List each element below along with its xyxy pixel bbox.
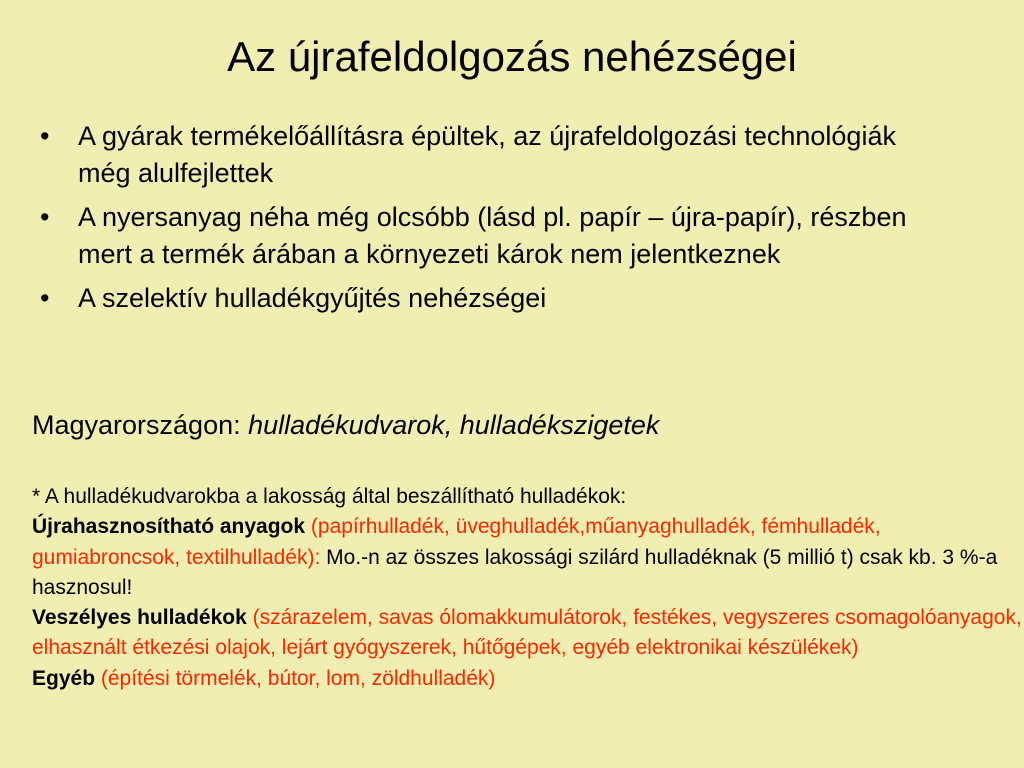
- recyclable-note: Mo.-n az összes lakossági szilárd hulladéknak (5 millió t) csak kb. 3 %-a hasznosul!: [32, 545, 998, 599]
- bullet-dot-icon: •: [40, 121, 50, 151]
- hungary-examples: hulladékudvarok, hulladékszigetek: [248, 410, 660, 440]
- recyclable-label: Újrahasznosítható anyagok: [32, 515, 306, 539]
- waste-details: [32, 482, 1022, 694]
- hazardous-paragraph: [32, 603, 1022, 664]
- bullet-item-3: [40, 280, 940, 317]
- hungary-label: Magyarországon:: [32, 410, 249, 440]
- bullet-text-2: A nyersanyag néha még olcsóbb (lásd pl. papír – újra-papír), részben mert a termék árában a környezeti károk nem jelentkeznek: [78, 202, 907, 269]
- bullet-text-3: A szelektív hulladékgyűjtés nehézségei: [78, 283, 547, 313]
- bullet-dot-icon: •: [40, 283, 50, 313]
- hungary-line: [32, 407, 659, 444]
- bullet-list: [40, 118, 940, 324]
- bullet-text-1: A gyárak termékelőállításra épültek, az újrafeldolgozási technológiák még alulfejlettek: [78, 121, 896, 188]
- hazardous-items: (szárazelem, savas ólomakkumulátorok, festékes, vegyszeres csomagolóanyagok, elhasznált étkezési olajok, lejárt gyógyszerek, hűtőgépek, egyéb elektronikai készülékek): [32, 606, 1022, 660]
- other-items: (építési törmelék, bútor, lom, zöldhulladék): [95, 666, 496, 690]
- recyclable-paragraph: [32, 512, 1022, 603]
- bullet-item-1: [40, 118, 940, 192]
- other-label: Egyéb: [32, 666, 96, 690]
- bullet-dot-icon: •: [40, 202, 50, 232]
- other-paragraph: [32, 664, 1022, 694]
- slide-title: Az újrafeldolgozás nehézségei: [227, 33, 797, 80]
- bullet-item-2: [40, 199, 940, 273]
- hazardous-label: Veszélyes hulladékok: [32, 606, 247, 630]
- recyclable-items: (papírhulladék, üveghulladék,műanyaghulladék, fémhulladék, gumiabroncsok, textilhulladék):: [32, 515, 881, 569]
- details-intro: * A hulladékudvarokba a lakosság által beszállítható hulladékok:: [32, 485, 627, 508]
